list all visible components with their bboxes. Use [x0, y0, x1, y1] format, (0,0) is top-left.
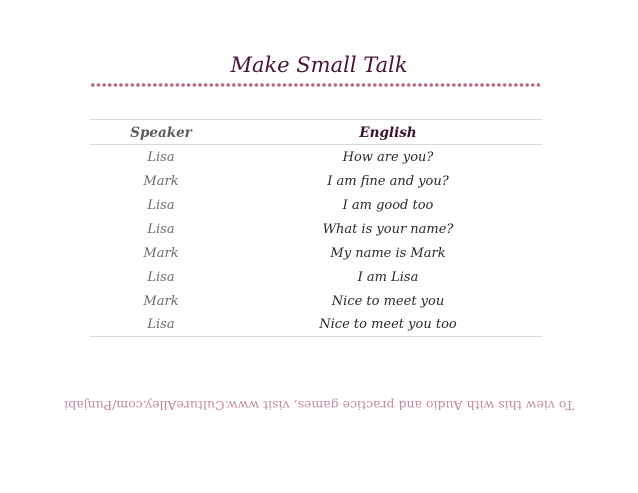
speaker-cell: Mark — [143, 174, 179, 189]
speaker-cell: Lisa — [147, 150, 175, 165]
footer-link-text: To view this with Audio and practice games, visit www.CultureAlley.com/Punjabi — [64, 398, 574, 413]
table-top-rule — [90, 119, 542, 120]
column-header-speaker: Speaker — [130, 125, 192, 141]
speaker-cell: Mark — [143, 294, 179, 309]
dotted-divider — [90, 82, 542, 88]
english-cell: I am fine and you? — [327, 174, 449, 189]
english-cell: Nice to meet you — [331, 294, 445, 309]
table-bottom-rule — [90, 336, 542, 337]
english-cell: My name is Mark — [330, 246, 446, 261]
table-header-rule — [90, 144, 542, 145]
speaker-cell: Lisa — [147, 270, 175, 285]
page-title: Make Small Talk — [230, 53, 408, 77]
english-cell: I am good too — [342, 198, 434, 213]
speaker-cell: Lisa — [147, 317, 175, 332]
english-cell: I am Lisa — [357, 270, 419, 285]
english-cell: What is your name? — [322, 222, 454, 237]
speaker-cell: Mark — [143, 246, 179, 261]
english-cell: How are you? — [342, 150, 434, 165]
speaker-cell: Lisa — [147, 198, 175, 213]
english-cell: Nice to meet you too — [319, 317, 457, 332]
column-header-english: English — [359, 125, 417, 141]
speaker-cell: Lisa — [147, 222, 175, 237]
